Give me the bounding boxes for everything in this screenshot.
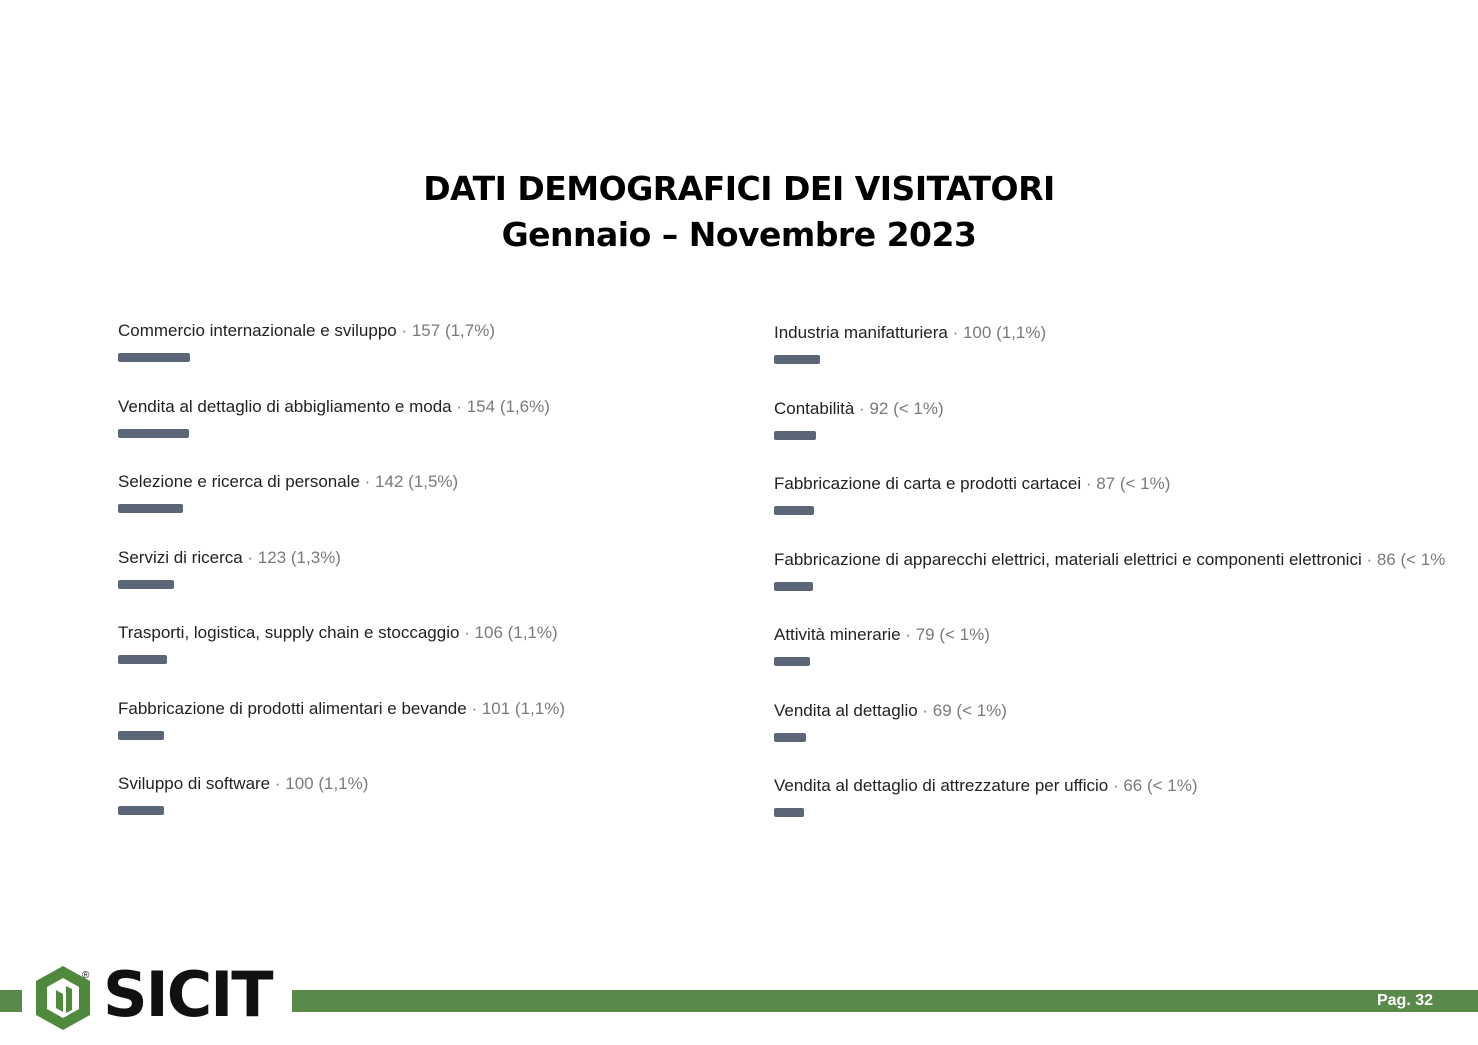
bar xyxy=(774,431,816,440)
category-name: Contabilità xyxy=(774,398,855,418)
footer-bar xyxy=(292,990,1478,1012)
bar xyxy=(118,429,189,438)
bar-item xyxy=(774,700,1007,722)
bar xyxy=(118,806,164,815)
value-label: · 86 (< 1% xyxy=(1361,549,1446,569)
value-label: · 100 (1,1%) xyxy=(947,323,1047,342)
bar-label xyxy=(774,775,1198,797)
page-number: Pag. 32 xyxy=(1376,992,1433,1009)
category-name: Sviluppo di software xyxy=(118,774,271,793)
value-label: · 101 (1,1%) xyxy=(466,698,565,718)
bar-label xyxy=(774,700,1007,722)
footer-accent-left xyxy=(0,990,22,1012)
bar-label xyxy=(118,547,341,569)
category-name: Trasporti, logistica, supply chain e stoccaggio xyxy=(118,623,460,642)
category-name: Vendita al dettaglio xyxy=(774,700,918,720)
category-name: Industria manifatturiera xyxy=(774,323,948,342)
bar-label xyxy=(118,773,368,795)
bar-item xyxy=(774,398,944,420)
value-label: · 79 (< 1%) xyxy=(900,625,990,644)
bar-item xyxy=(118,396,550,418)
bar-item xyxy=(774,549,1445,571)
bar-item xyxy=(774,624,990,646)
bar-item xyxy=(774,322,1046,344)
value-label: · 157 (1,7%) xyxy=(396,321,496,340)
bar-label xyxy=(118,320,495,342)
value-label: · 106 (1,1%) xyxy=(459,623,558,642)
title-line-2: Gennaio – Novembre 2023 xyxy=(501,215,977,254)
sicit-logo-text: SICIT xyxy=(103,958,272,1031)
value-label: · 123 (1,3%) xyxy=(242,547,341,567)
category-name: Selezione e ricerca di personale xyxy=(118,472,360,491)
bar xyxy=(774,582,813,591)
bar-label xyxy=(774,473,1170,495)
value-label: · 154 (1,6%) xyxy=(451,396,550,416)
bar xyxy=(118,580,174,589)
category-name: Attività minerarie xyxy=(774,625,901,644)
bar-label xyxy=(774,398,944,420)
bar-item xyxy=(118,698,565,720)
category-name: Fabbricazione di carta e prodotti cartacei xyxy=(774,474,1082,493)
bar-label xyxy=(774,549,1445,571)
bar xyxy=(118,353,190,362)
bar-label xyxy=(774,322,1046,344)
value-label: · 92 (< 1%) xyxy=(854,398,944,418)
value-label: · 66 (< 1%) xyxy=(1108,776,1198,795)
bar-label xyxy=(118,698,565,720)
bar-item xyxy=(118,471,458,493)
category-name: Commercio internazionale e sviluppo xyxy=(118,321,397,340)
category-name: Servizi di ricerca xyxy=(118,547,243,567)
value-label: · 69 (< 1%) xyxy=(917,700,1007,720)
bar-item xyxy=(118,773,368,795)
category-name: Fabbricazione di apparecchi elettrici, materiali elettrici e componenti elettronici xyxy=(774,549,1362,569)
bar xyxy=(774,355,820,364)
bar xyxy=(118,731,164,740)
bar-label xyxy=(118,622,558,644)
value-label: · 142 (1,5%) xyxy=(359,472,459,491)
bar xyxy=(118,504,183,513)
category-name: Vendita al dettaglio di abbigliamento e moda xyxy=(118,396,452,416)
value-label: · 100 (1,1%) xyxy=(270,774,369,793)
bar-item xyxy=(118,622,558,644)
bar xyxy=(774,733,806,742)
category-name: Fabbricazione di prodotti alimentari e bevande xyxy=(118,698,467,718)
bar xyxy=(774,808,804,817)
bar xyxy=(774,506,814,515)
category-name: Vendita al dettaglio di attrezzature per ufficio xyxy=(774,776,1109,795)
bar-label xyxy=(118,471,458,493)
bar-item xyxy=(118,320,495,342)
value-label: · 87 (< 1%) xyxy=(1081,474,1171,493)
bar-item xyxy=(774,775,1198,797)
bar xyxy=(774,657,810,666)
bar-item xyxy=(118,547,341,569)
bar-label xyxy=(118,396,550,418)
bar-item xyxy=(774,473,1170,495)
bar-label xyxy=(774,624,990,646)
registered-mark: ® xyxy=(82,970,90,981)
bar xyxy=(118,655,167,664)
page-title xyxy=(0,166,1478,258)
title-line-1: DATI DEMOGRAFICI DEI VISITATORI xyxy=(423,169,1055,208)
